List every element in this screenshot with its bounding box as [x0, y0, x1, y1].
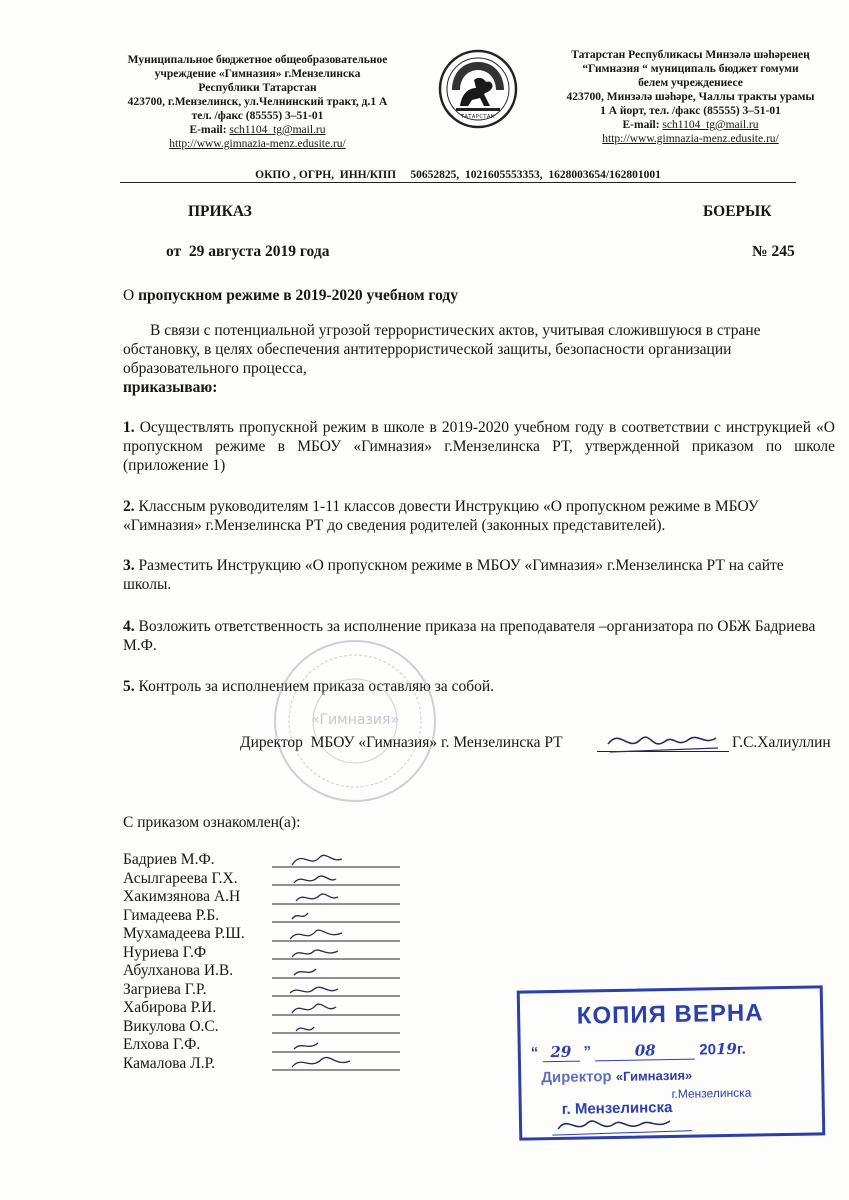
header-right-email: E-mail: sch1104_tg@mail.ru: [622, 119, 759, 131]
staff-signatures: [272, 851, 402, 1081]
order-item: 4. Возложить ответственность за исполнение приказа на преподавателя –организатора по ОБЖ Бадриева М.Ф.: [123, 618, 816, 654]
staff-name: Загриева Г.Р.: [123, 980, 207, 998]
header-left-line: Муниципальное бюджетное общеобразовательное: [127, 54, 388, 66]
header-right-line: “Гимназия “ муниципаль бюджет гомуми: [582, 63, 799, 75]
stamp-signature: [552, 1108, 702, 1139]
header-left-line: Республики Татарстан: [198, 82, 317, 94]
header-left-line: учреждение «Гимназия» г.Мензелинска: [154, 68, 361, 80]
order-item: 5. Контроль за исполнением приказа оставляю за собой.: [123, 678, 495, 695]
header-left-email: E-mail: sch1104_tg@mail.ru: [189, 124, 326, 136]
stamp-line: г.Мензелинска: [671, 1085, 752, 1101]
staff-name: Мухамадеева Р.Ш.: [123, 925, 245, 942]
stamp-line: Директор «Гимназия»: [541, 1067, 693, 1087]
round-seal-text: «Гимназия»: [310, 712, 400, 728]
stamp-date: “ 29 ” 08 2019г.: [530, 1039, 746, 1062]
staff-name: Нуриева Г.Ф: [123, 943, 207, 961]
staff-name: Абулханова И.В.: [123, 962, 234, 979]
header-right-line: белем учреждениесе: [638, 77, 743, 89]
preamble: В связи с потенциальной угрозой террористических актов, учитывая сложившуюся в стране обстановку, в целях обеспечения антитеррористической защиты, безопасности организации образовательного процесса,: [123, 322, 761, 377]
tatarstan-emblem: [438, 48, 518, 130]
signature-icon: [600, 722, 730, 762]
order-item: 2. Классным руководителям 1-11 классов довести Инструкцию «О пропускном режиме в МБОУ «Гимназия» г.Мензелинска РТ до сведения родителей (законных представителей).: [123, 498, 759, 534]
staff-name: Викулова О.С.: [123, 1017, 219, 1035]
stamp-line: г. Мензелинска: [561, 1098, 673, 1118]
stamp-signature-icon: [552, 1108, 702, 1139]
header-right-line: 1 А йорт, тел. /факс (85555) 3–51-01: [600, 105, 781, 117]
staff-name: Хабирова Р.И.: [123, 999, 217, 1016]
staff-name: Хакимзянова А.Н: [123, 888, 241, 905]
acquainted-heading: С приказом ознакомлен(а):: [123, 814, 301, 831]
staff-name: Асылгареева Г.Х.: [123, 869, 238, 887]
director-title: Директор МБОУ «Гимназия» г. Мензелинска РТ: [240, 734, 563, 751]
order-subject: О пропускном режиме в 2019-2020 учебном году: [123, 287, 458, 304]
website-link[interactable]: http://www.gimnazia-menz.edusite.ru/: [602, 133, 779, 145]
school-round-seal: [270, 636, 440, 806]
email-link[interactable]: sch1104_tg@mail.ru: [229, 124, 326, 136]
header-left-line: 423700, г.Мензелинск, ул.Челнинский тракт, д.1 А: [127, 96, 388, 108]
order-number: № 245: [752, 243, 795, 260]
staff-signatures-icon: [272, 851, 402, 1081]
director-name: Г.С.Халиуллин: [732, 734, 831, 751]
order-item: 3. Разместить Инструкцию «О пропускном режиме в МБОУ «Гимназия» г.Мензелинска РТ на сайте школы.: [123, 557, 784, 593]
header-left-block: [100, 53, 415, 151]
emblem-caption: ТАТАРСТАН: [460, 114, 496, 120]
copy-verified-stamp: [517, 985, 826, 1140]
okpo-line: ОКПО , ОГРН, ИНН/КПП 50652825, 1021605553353, 1628003654/162801001: [120, 168, 796, 183]
order-item: 1. Осуществлять пропускной режим в школе в 2019-2020 учебном году в соответствии с инструкцией «О пропускном режиме в МБОУ «Гимназия» г.Мензелинска РТ, утвержденной приказом по школе (приложение 1): [123, 419, 835, 474]
staff-name: Камалова Л.Р.: [123, 1054, 216, 1072]
header-right-line: Татарстан Республикасы Минзәлә шәһәренең: [571, 49, 810, 61]
order-title-ru: ПРИКАЗ: [188, 203, 252, 220]
header-right-line: 423700, Минзәлә шәһәре, Чаллы тракты урамы: [566, 91, 815, 103]
staff-name: Бадриев М.Ф.: [123, 851, 215, 868]
website-link[interactable]: http://www.gimnazia-menz.edusite.ru/: [169, 138, 346, 150]
header-left-line: тел. /факс (85555) 3–51-01: [191, 110, 324, 122]
staff-name: Гимадеева Р.Б.: [123, 906, 220, 924]
director-signature: [600, 722, 730, 762]
stamp-title: КОПИЯ ВЕРНА: [576, 999, 764, 1030]
email-link[interactable]: sch1104_tg@mail.ru: [662, 119, 759, 131]
order-word: приказываю:: [123, 379, 218, 396]
header-right-block: [538, 48, 843, 146]
order-date: от 29 августа 2019 года: [166, 243, 330, 260]
staff-name: Елхова Г.Ф.: [123, 1036, 201, 1053]
order-title-tt: БОЕРЫК: [703, 203, 772, 220]
